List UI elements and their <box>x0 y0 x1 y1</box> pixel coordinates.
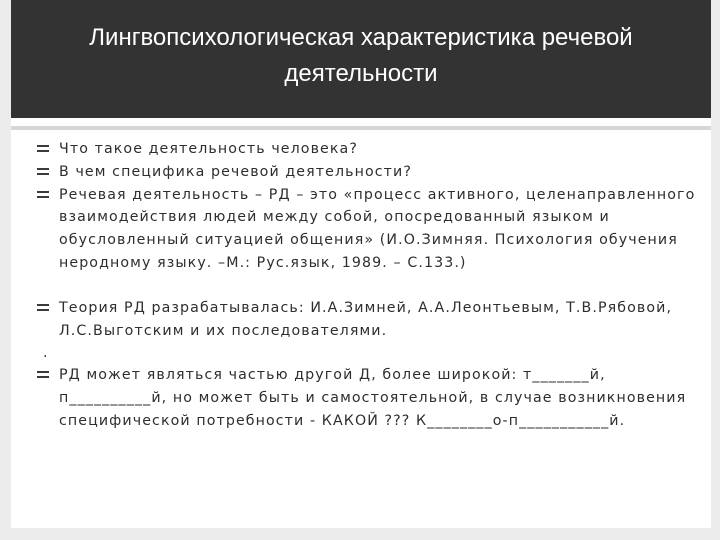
list-item <box>25 138 697 161</box>
slide-title: Лингвопсихологическая характеристика речевой деятельности <box>89 24 633 87</box>
header-divider <box>11 126 711 130</box>
spacer <box>25 275 697 297</box>
bullet-icon <box>37 304 51 312</box>
list-item-text: Что такое деятельность человека? <box>59 141 358 157</box>
list-item-text: В чем специфика речевой деятельности? <box>59 163 412 180</box>
list-item <box>25 297 697 343</box>
bullet-icon <box>37 168 51 176</box>
list-item-text: РД может являться частью другой Д, более широкой: т_______й, п__________й, но может быть и самостоятельной, в случае возникновения специфической потребности - КАКОЙ ??? К________о-п___________й. <box>59 367 687 429</box>
bullet-list <box>25 138 697 433</box>
list-item-text: Речевая деятельность – РД – это «процесс активного, целенаправленного взаимодействия людей между собой, опосредованный языком и обусловленный ситуацией общения» (И.О.Зимняя. Психология обучения неродному языку. –М.: Рус.язык, 1989. – С.133.) <box>59 186 696 271</box>
slide <box>11 0 711 528</box>
list-item <box>25 184 697 275</box>
bullet-icon <box>37 191 51 199</box>
list-item-text: Теория РД разрабатывалась: И.А.Зимней, А.А.Леонтьевым, Т.В.Рябовой, Л.С.Выготским и их последователями. <box>59 299 673 339</box>
bullet-icon <box>37 371 51 379</box>
list-item <box>25 364 697 432</box>
bullet-icon <box>37 145 51 153</box>
list-item <box>25 161 697 184</box>
separator-dot: . <box>43 345 49 362</box>
slide-header <box>11 0 711 118</box>
